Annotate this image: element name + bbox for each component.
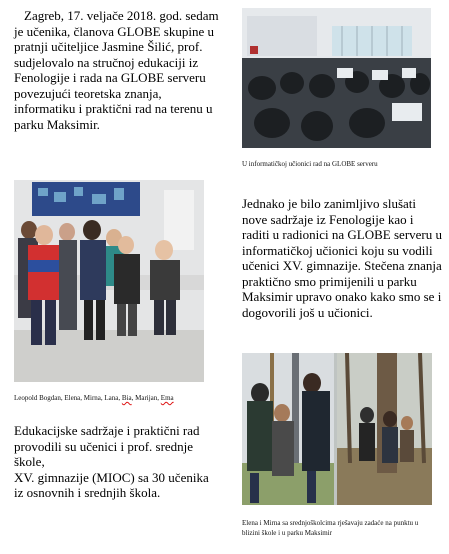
park-photo: [242, 353, 432, 505]
classroom-caption: U informatičkoj učionici rad na GLOBE serveru: [242, 160, 378, 168]
education-paragraph-part1: Edukacijske sadržaje i praktični rad provodili su učenici i prof. srednje škole,: [14, 423, 200, 469]
park-caption: Elena i Mirna sa srednjoškolcima rješavaju zadaće na punktu u blizini škole i u parku Maksimir: [242, 519, 419, 537]
education-paragraph-part2: XV. gimnazije (MIOC) sa 30 učenika iz osnovnih i srednjih škola.: [14, 469, 209, 500]
classroom-photo: [242, 8, 431, 148]
group-caption-names-mid: , Marijan,: [131, 394, 161, 402]
group-caption-name-bia: Bia: [121, 394, 132, 402]
intro-paragraph: Zagreb, 17. veljače 2018. god. sedam je učenika, članova GLOBE skupine u pratnji učiteljice Jasmine Šilić, prof. sudjelovalo na stručnoj edukaciji iz Fenologije i rada na GLOBE serveru povezujući teoretska znanja, informatiku i praktični rad na terenu u parku Maksimir.: [14, 8, 219, 132]
education-paragraph: [14, 423, 219, 501]
group-photo: [14, 180, 204, 382]
group-caption-names: Leopold Bogdan, Elena, Mirna, Lana,: [14, 394, 122, 402]
workshop-paragraph: Jednako je bilo zanimljivo slušati nove sadržaje iz Fenologije kao i raditi u radionici na GLOBE serveru u informatičkoj učionici koju su vodili učenici XV. gimnazije. Stečena znanja praktično smo primijenili u parku Maksimir upravo onako kako smo se i dogovorili još u učionici.: [242, 196, 442, 320]
group-caption-name-ema: Ema: [160, 394, 174, 402]
group-caption: [14, 393, 234, 403]
